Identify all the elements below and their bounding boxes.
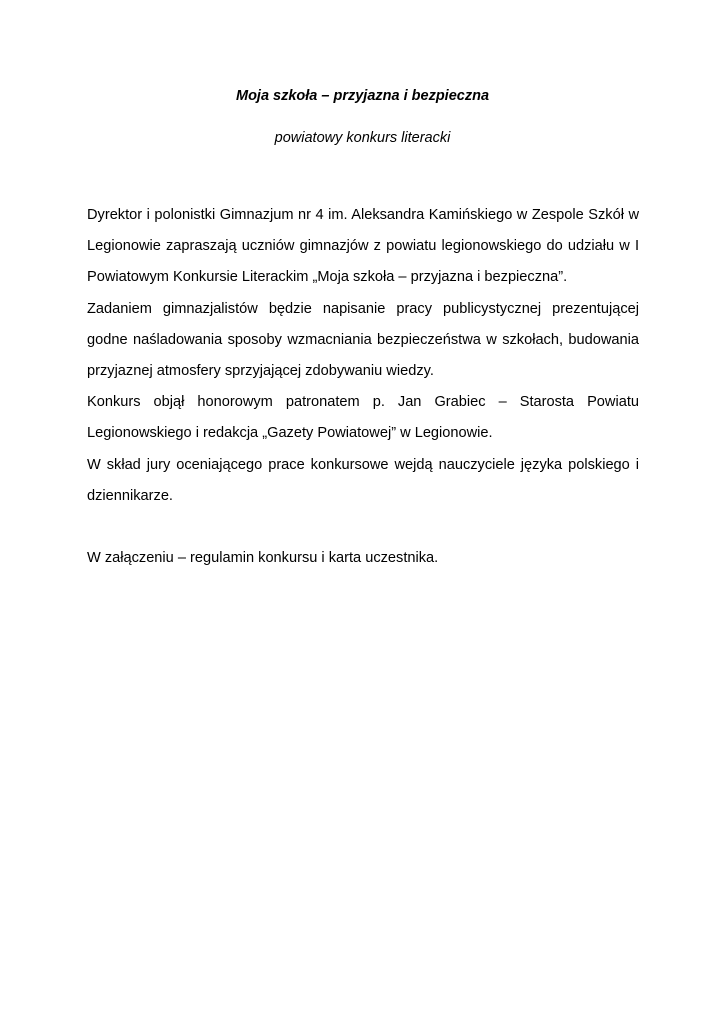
document-body	[87, 200, 639, 574]
paragraph-jury: W skład jury oceniającego prace konkursowe wejdą nauczyciele języka polskiego i dziennikarze.	[87, 456, 639, 504]
paragraph-spacer	[87, 512, 639, 543]
paragraph-task: Zadaniem gimnazjalistów będzie napisanie pracy publicystycznej prezentującej godne naśladowania sposoby wzmacniania bezpieczeństwa w szkołach, budowania przyjaznej atmosfery sprzyjającej zdobywaniu wiedzy.	[87, 300, 639, 380]
document-subtitle: powiatowy konkurs literacki	[274, 130, 451, 146]
paragraph-attachment: W załączeniu – regulamin konkursu i karta uczestnika.	[87, 550, 439, 567]
paragraph-invitation: Dyrektor i polonistki Gimnazjum nr 4 im. Aleksandra Kamińskiego w Zespole Szkół w Legionowie zapraszają uczniów gimnazjów z powiatu legionowskiego do udziału w I Powiatowym Konkursie Literackim „Moja szkoła – przyjazna i bezpieczna”.	[87, 207, 639, 286]
paragraph-patronage: Konkurs objął honorowym patronatem p. Jan Grabiec – Starosta Powiatu Legionowskiego i redakcja „Gazety Powiatowej” w Legionowie.	[87, 394, 639, 442]
document-title: Moja szkoła – przyjazna i bezpieczna	[235, 88, 490, 104]
